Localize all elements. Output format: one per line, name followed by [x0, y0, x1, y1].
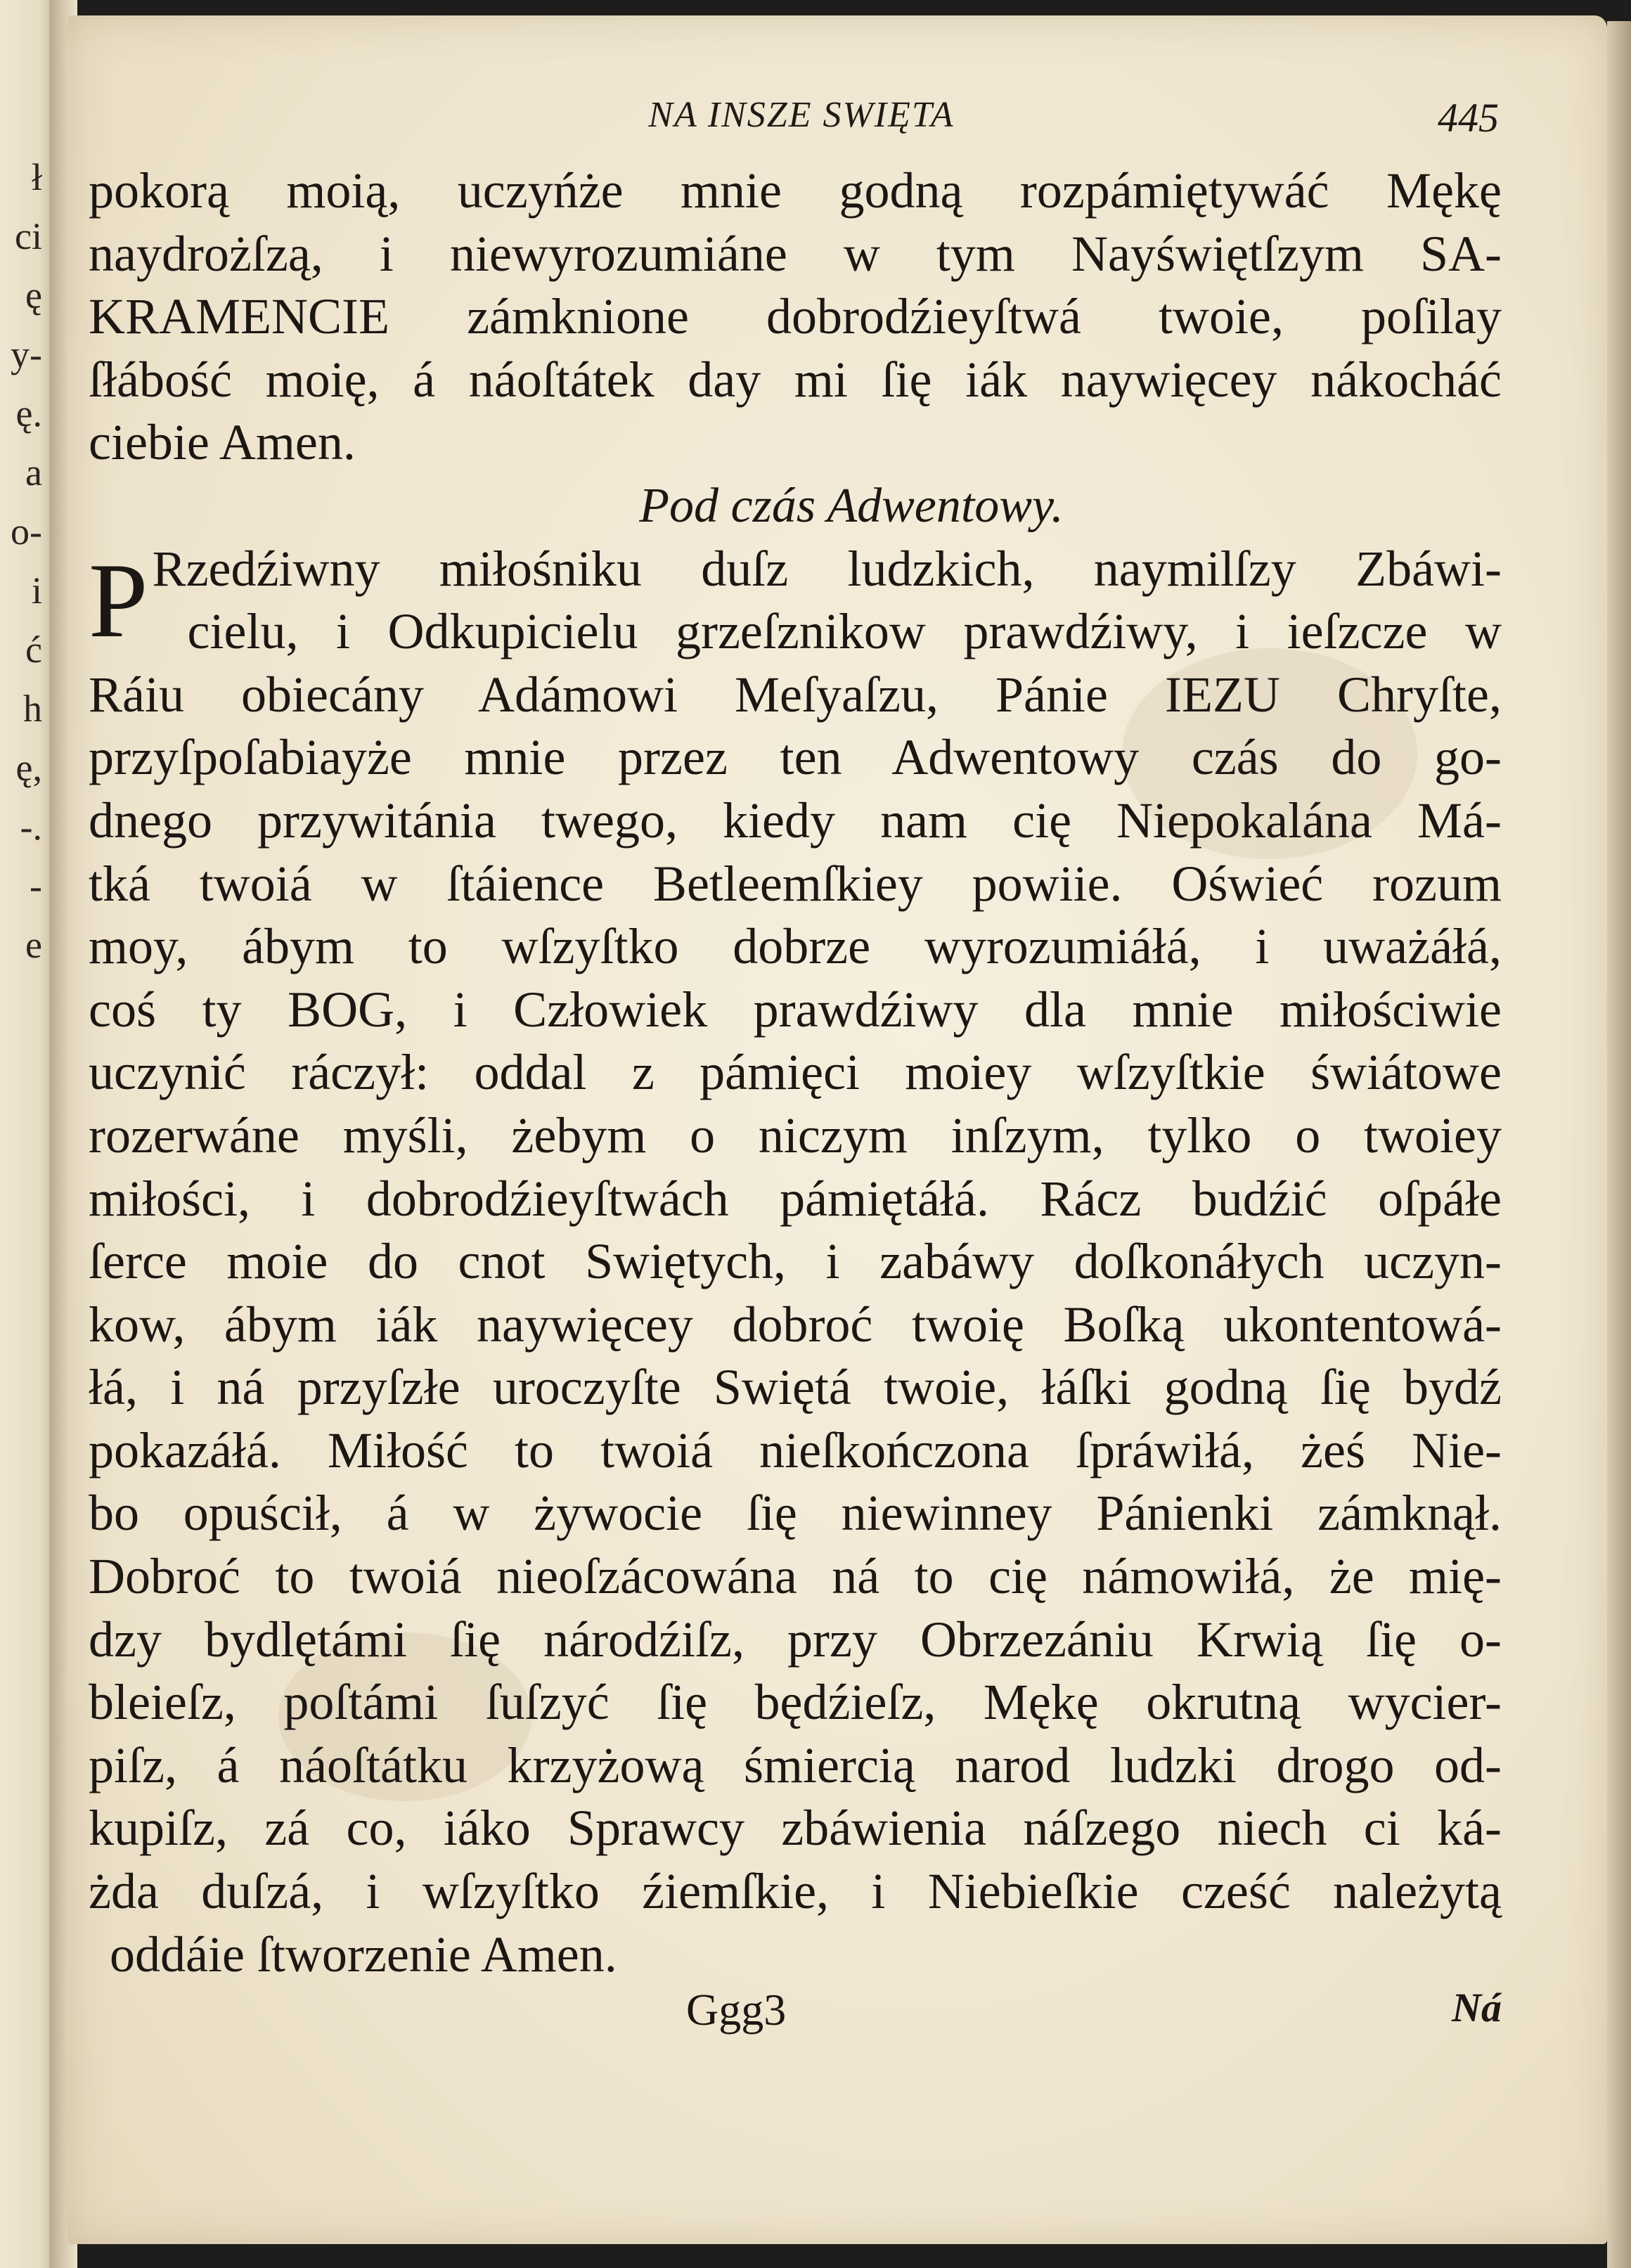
edge-fragment: -. — [20, 806, 42, 848]
edge-fragment: h — [23, 688, 42, 730]
text-line: ſłábość moię, á náoſtátek day mi ſię iák naywięcey nákocháć — [89, 351, 1502, 408]
page-number: 445 — [1438, 95, 1499, 141]
edge-fragment: ę — [25, 274, 42, 316]
text-line: cielu, i Odkupicielu grzeſznikow prawdźiwy, i ieſzcze w — [187, 603, 1502, 660]
text-line: ſerce moie do cnot Swiętych, i zabáwy doſkonáłych uczyn- — [89, 1233, 1502, 1290]
text-line: pokazáłá. Miłość to twoiá nieſkończona ſpráwiłá, żeś Nie- — [89, 1422, 1502, 1478]
edge-fragment: ę. — [15, 392, 42, 434]
signature-mark: Ggg3 — [686, 1985, 787, 2035]
edge-fragment: e — [25, 924, 42, 966]
text-line: Rzedźiwny miłośniku duſz ludzkich, naymilſzy Zbáwi- — [152, 540, 1502, 597]
page — [67, 15, 1607, 2244]
catchword: Ná — [1452, 1985, 1502, 2030]
edge-fragment: - — [30, 865, 42, 907]
text-line: łá, i ná przyſzłe uroczyſte Swiętá twoie, łáſki godną ſię bydź — [89, 1359, 1502, 1416]
text-line: ciebie Amen. — [89, 414, 356, 471]
text-line: miłości, i dobrodźieyſtwách pámiętáłá. Rácz budźić oſpáłe — [89, 1170, 1502, 1227]
edge-fragment: y- — [11, 333, 42, 375]
left-page-edge — [0, 0, 56, 2268]
text-line: kow, ábym iák naywięcey dobroć twoię Boſką ukontentowá- — [89, 1296, 1502, 1353]
edge-fragment: ł — [31, 156, 42, 198]
drop-cap: P — [89, 541, 148, 659]
text-line: piſz, á náoſtátku krzyżową śmiercią narod ludzki drogo od- — [89, 1737, 1502, 1793]
page-footer — [67, 1984, 1607, 2047]
drop-cap-lines — [153, 538, 1502, 664]
paragraph-continued — [89, 160, 1502, 475]
text-line: dzy bydlętámi ſię národźiſz, przy Obrzezániu Krwią ſię o- — [89, 1611, 1502, 1668]
page-header — [67, 94, 1607, 157]
edge-fragment: i — [31, 569, 42, 612]
running-title: NA INSZE SWIĘTA — [648, 95, 955, 135]
text-line: bo opuścił, á w żywocie ſię niewinney Pánienki zámknął. — [89, 1485, 1502, 1542]
edge-fragment: o- — [11, 510, 42, 553]
text-line: uczynić ráczył: oddal z pámięci moiey wſzyſtkie świátowe — [89, 1044, 1502, 1101]
text-line: naydrożſzą, i niewyrozumiáne w tym Nayświętſzym SA- — [89, 225, 1502, 282]
body-text — [89, 160, 1502, 1986]
text-line: rozerwáne myśli, żebym o niczym inſzym, tylko o twoiey — [89, 1107, 1502, 1164]
edge-fragment: a — [25, 451, 42, 494]
text-line: bleieſz, poſtámi ſuſzyć ſię będźieſz, Mękę okrutną wycier- — [89, 1674, 1502, 1731]
left-page-fragments — [0, 148, 42, 974]
prayer-paragraph — [89, 538, 1502, 1987]
text-line: coś ty BOG, i Człowiek prawdźiwy dla mnie miłościwie — [89, 981, 1502, 1038]
drop-cap-block — [89, 538, 1502, 664]
text-line: kupiſz, zá co, iáko Sprawcy zbáwienia náſzego niech ci ká- — [89, 1800, 1502, 1857]
edge-fragment: ę, — [15, 747, 42, 789]
edge-fragment: ci — [15, 215, 42, 257]
edge-fragment: ć — [25, 629, 42, 671]
text-line: Dobroć to twoiá nieoſzácowána ná to cię námowiłá, że mię- — [89, 1548, 1502, 1605]
section-heading: Pod czás Adwentowy. — [639, 478, 1064, 533]
text-line: dnego przywitánia twego, kiedy nam cię Niepokalána Má- — [89, 792, 1502, 849]
text-line: moy, ábym to wſzyſtko dobrze wyrozumiáłá, i uważáłá, — [89, 918, 1502, 975]
text-line: żda duſzá, i wſzyſtko źiemſkie, i Niebieſkie cześć należytą — [89, 1863, 1502, 1920]
text-line: pokorą moią, uczyńże mnie godną rozpámiętywáć Mękę — [89, 162, 1502, 219]
text-line: tká twoiá w ſtáience Betleemſkiey powiie. Oświeć rozum — [89, 855, 1502, 912]
page-stack-edge — [1607, 21, 1631, 2268]
text-line: przyſpoſabiayże mnie przez ten Adwentowy czás do go- — [89, 729, 1502, 786]
text-line: Ráiu obiecány Adámowi Meſyaſzu, Pánie IEZU Chryſte, — [89, 666, 1502, 723]
text-line: oddáie ſtworzenie Amen. — [110, 1926, 617, 1983]
text-line: KRAMENCIE zámknione dobrodźieyſtwá twoie, poſilay — [89, 288, 1502, 345]
